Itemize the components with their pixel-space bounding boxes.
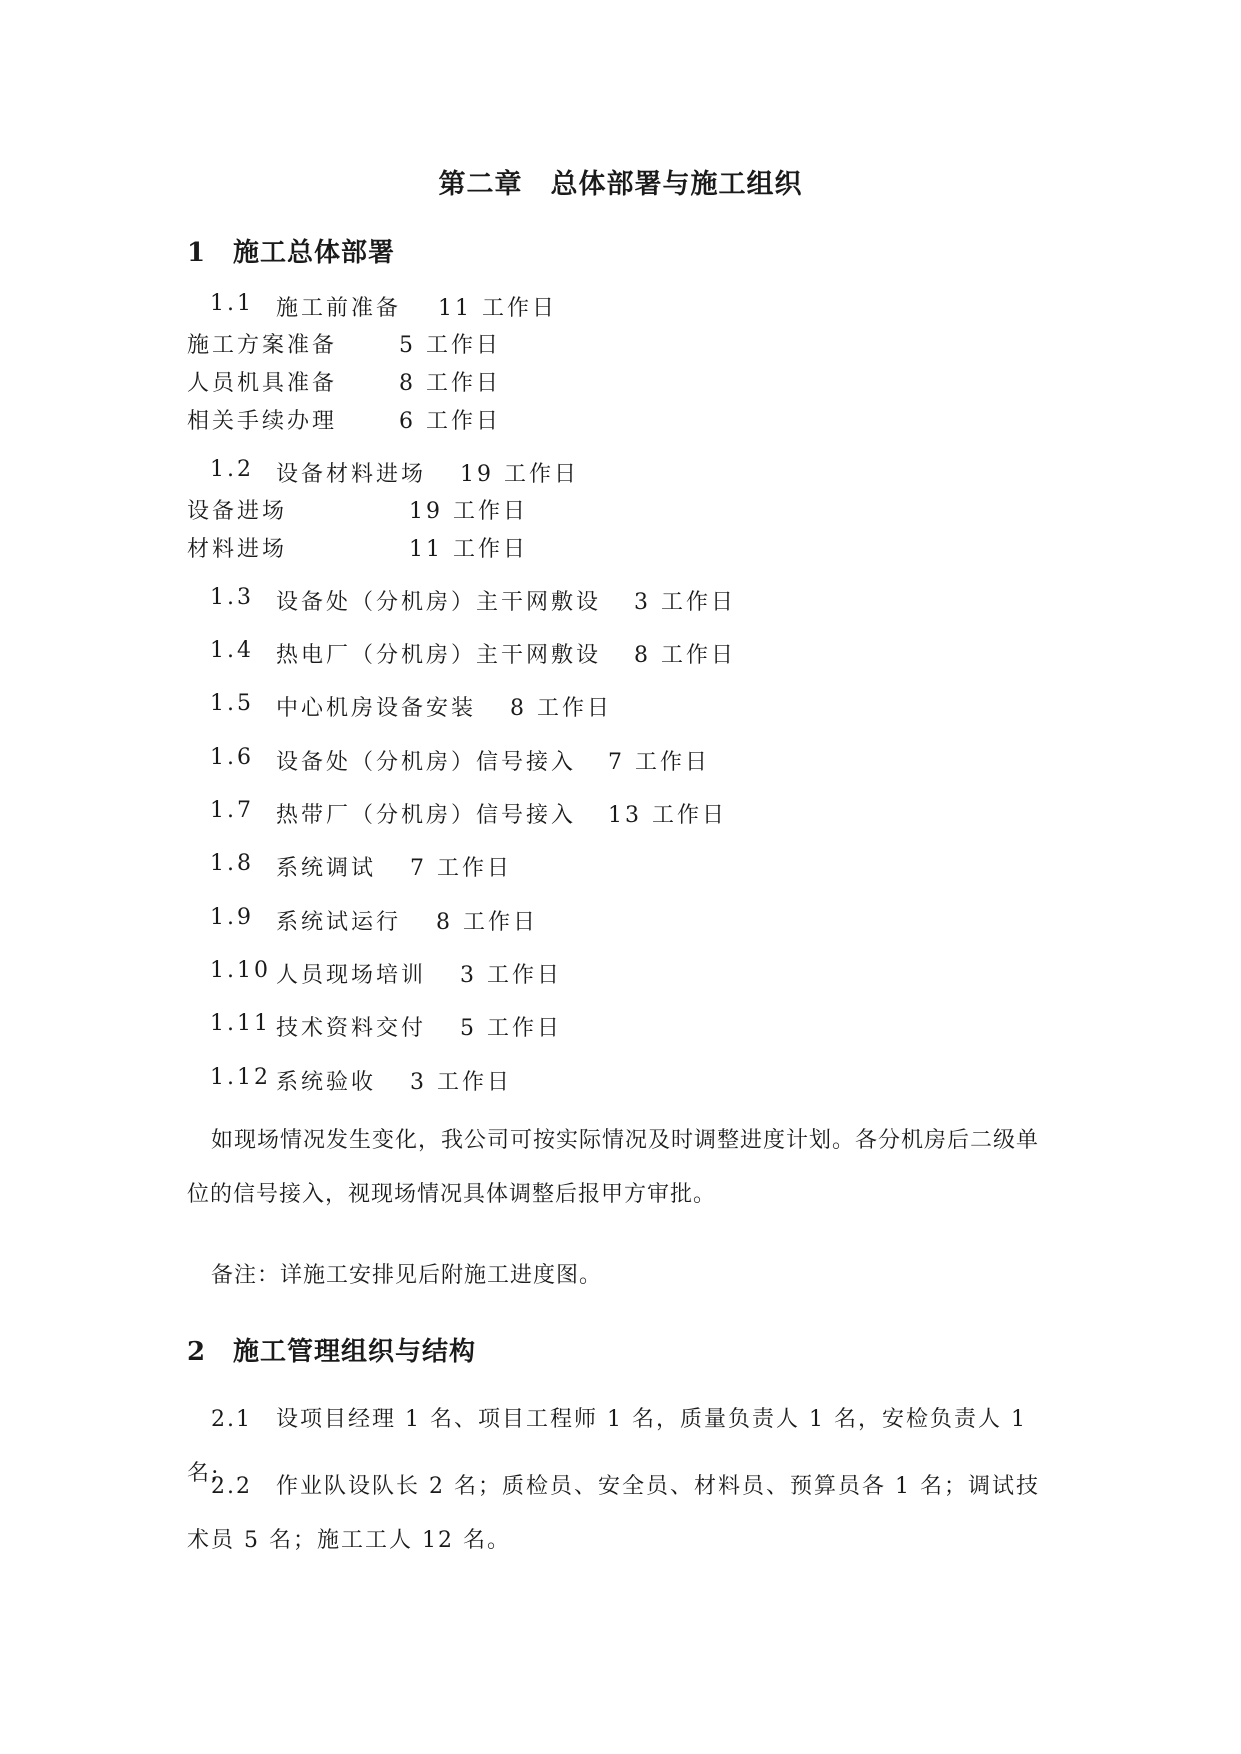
schedule-item xyxy=(210,638,1010,668)
sub-item xyxy=(187,494,987,524)
item-number: 1.2 xyxy=(210,457,254,482)
item-duration: 19 工作日 xyxy=(460,462,579,487)
sub-item-label: 设备进场 xyxy=(187,499,288,524)
item-duration: 7 工作日 xyxy=(608,750,710,775)
paragraph-text: 设项目经理 1 名、项目工程师 1 名，质量负责人 1 名，安检负责人 1 名; xyxy=(187,1407,1027,1486)
section-1-number: 1 xyxy=(187,238,207,268)
item-label: 中心机房设备安装 xyxy=(276,696,477,721)
item-number: 1.10 xyxy=(210,958,271,983)
schedule-item xyxy=(210,457,1010,487)
sub-item-duration: 11 工作日 xyxy=(409,537,528,562)
paragraph-text: 如现场情况发生变化，我公司可按实际情况及时调整进度计划。各分机房后二级单位的信号接入，视现场情况具体调整后报甲方审批。 xyxy=(187,1128,1040,1207)
item-duration: 8 工作日 xyxy=(510,696,612,721)
sub-item-label: 人员机具准备 xyxy=(187,371,338,396)
schedule-item xyxy=(210,291,1010,321)
item-number: 1.12 xyxy=(210,1065,271,1090)
item-number: 1.5 xyxy=(210,691,254,716)
staffing-paragraph-2 xyxy=(187,1460,1047,1568)
item-duration: 13 工作日 xyxy=(608,803,727,828)
item-label: 设备处（分机房）主干网敷设 xyxy=(276,590,602,615)
item-label: 系统试运行 xyxy=(276,910,402,935)
schedule-item xyxy=(210,745,1010,775)
schedule-item xyxy=(210,958,1010,988)
item-duration: 3 工作日 xyxy=(410,1070,512,1095)
item-label: 热带厂（分机房）信号接入 xyxy=(276,803,577,828)
section-2-title: 施工管理组织与结构 xyxy=(233,1337,477,1367)
item-number: 1.6 xyxy=(210,745,254,770)
section-2-heading xyxy=(187,1331,476,1368)
item-duration: 8 工作日 xyxy=(634,643,736,668)
schedule-item xyxy=(210,798,1010,828)
note-text: 备注：详施工安排见后附施工进度图。 xyxy=(211,1263,603,1288)
schedule-item xyxy=(210,851,1010,881)
section-1-heading xyxy=(187,232,395,269)
item-duration: 3 工作日 xyxy=(634,590,736,615)
item-duration: 7 工作日 xyxy=(410,856,512,881)
item-number: 1.3 xyxy=(210,585,254,610)
item-duration: 8 工作日 xyxy=(436,910,538,935)
item-label: 施工前准备 xyxy=(276,296,402,321)
item-label: 设备材料进场 xyxy=(276,462,427,487)
schedule-item xyxy=(210,585,1010,615)
section-2-number: 2 xyxy=(187,1337,207,1367)
sub-item-label: 材料进场 xyxy=(187,537,288,562)
chapter-title xyxy=(0,162,1241,201)
sub-item xyxy=(187,328,987,358)
schedule-note xyxy=(187,1249,1047,1303)
item-number: 1.4 xyxy=(210,638,254,663)
item-number: 1.9 xyxy=(210,905,254,930)
schedule-item xyxy=(210,1011,1010,1041)
item-number: 1.1 xyxy=(210,291,254,316)
item-label: 热电厂（分机房）主干网敷设 xyxy=(276,643,602,668)
sub-item-duration: 5 工作日 xyxy=(399,333,501,358)
item-number: 1.7 xyxy=(210,798,254,823)
sub-item-label: 施工方案准备 xyxy=(187,333,338,358)
sub-item-label: 相关手续办理 xyxy=(187,409,338,434)
item-duration: 5 工作日 xyxy=(460,1016,562,1041)
schedule-item xyxy=(210,905,1010,935)
schedule-item xyxy=(210,691,1010,721)
section-1-title: 施工总体部署 xyxy=(233,238,396,268)
item-duration: 11 工作日 xyxy=(438,296,557,321)
item-number: 1.8 xyxy=(210,851,254,876)
item-number: 1.11 xyxy=(210,1011,271,1036)
chapter-prefix: 第二章 xyxy=(438,169,523,200)
schedule-item xyxy=(210,1065,1010,1095)
sub-item-duration: 8 工作日 xyxy=(399,371,501,396)
chapter-name: 总体部署与施工组织 xyxy=(550,169,803,200)
item-label: 技术资料交付 xyxy=(276,1016,427,1041)
paragraph-number: 2.1 xyxy=(211,1407,252,1432)
item-label: 系统验收 xyxy=(276,1070,377,1095)
paragraph-text: 作业队设队长 2 名；质检员、安全员、材料员、预算员各 1 名；调试技术员 5 名；施工工人 12 名。 xyxy=(187,1474,1040,1553)
item-label: 设备处（分机房）信号接入 xyxy=(276,750,577,775)
sub-item xyxy=(187,404,987,434)
adjustment-paragraph xyxy=(187,1114,1047,1222)
item-duration: 3 工作日 xyxy=(460,963,562,988)
sub-item xyxy=(187,532,987,562)
sub-item-duration: 19 工作日 xyxy=(409,499,528,524)
item-label: 系统调试 xyxy=(276,856,377,881)
item-label: 人员现场培训 xyxy=(276,963,427,988)
paragraph-number: 2.2 xyxy=(211,1474,252,1499)
sub-item-duration: 6 工作日 xyxy=(399,409,501,434)
sub-item xyxy=(187,366,987,396)
